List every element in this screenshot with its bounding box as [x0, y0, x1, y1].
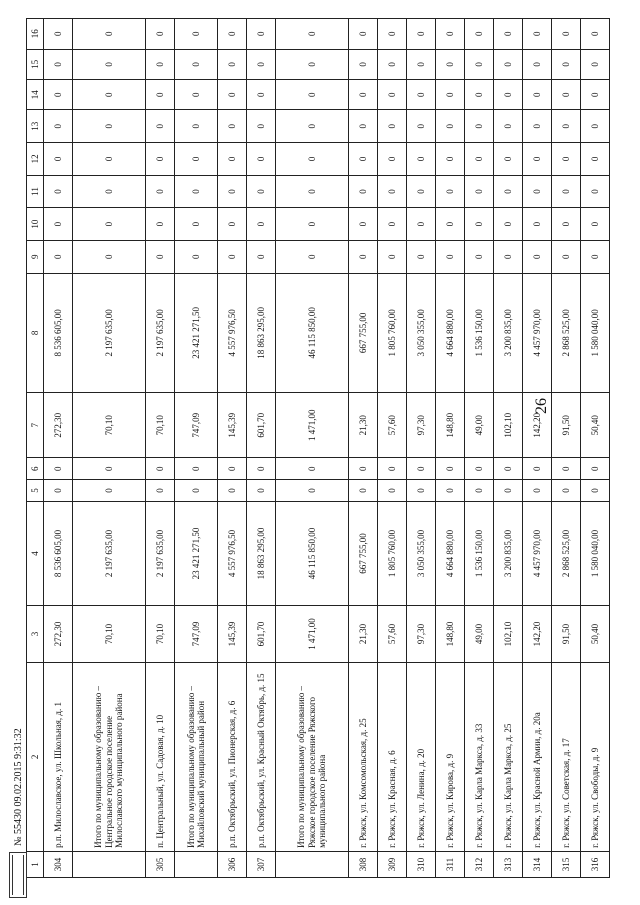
value-cell: 0 [218, 458, 247, 480]
column-header: 6 [27, 458, 44, 480]
row-number [175, 851, 218, 877]
value-cell: 0 [146, 143, 175, 176]
value-cell: 0 [523, 175, 552, 208]
area-cell: 747,09 [175, 606, 218, 663]
value-cell: 0 [175, 143, 218, 176]
area-cell: 272,30 [44, 606, 73, 663]
cost-cell: 2 197 635,00 [146, 501, 175, 605]
address-cell: Итого по муниципальному образованию – Ряжское городское поселение Ряжского муниципального района [276, 662, 349, 851]
table-row [276, 19, 349, 878]
value-cell: 0 [581, 480, 610, 502]
cost-cell: 2 197 635,00 [73, 273, 146, 393]
column-header: 13 [27, 110, 44, 143]
cost-cell: 3 050 355,00 [407, 501, 436, 605]
table-row [349, 19, 378, 878]
value-cell: 0 [349, 19, 378, 50]
value-cell: 0 [349, 175, 378, 208]
header-row [27, 19, 44, 878]
address-cell: г. Ряжск, ул. Свободы, д. 9 [581, 662, 610, 851]
value-cell: 0 [523, 143, 552, 176]
value-cell: 0 [175, 458, 218, 480]
value-cell: 0 [349, 80, 378, 110]
value-cell: 0 [175, 49, 218, 79]
row-number [73, 851, 146, 877]
value-cell: 0 [349, 143, 378, 176]
value-cell: 0 [73, 208, 146, 241]
row-number: 304 [44, 851, 73, 877]
registration-stamp: № 55430 09.02.2015 9:31:32 [12, 728, 24, 846]
value-cell: 0 [494, 49, 523, 79]
cost-cell: 4 557 976,50 [218, 501, 247, 605]
value-cell: 0 [175, 240, 218, 273]
address-cell: Итого по муниципальному образованию – Центральное городское поселение Милославского муниципального района [73, 662, 146, 851]
value-cell: 0 [146, 175, 175, 208]
row-number: 315 [552, 851, 581, 877]
value-cell: 0 [218, 80, 247, 110]
value-cell: 0 [436, 175, 465, 208]
value-cell: 0 [378, 49, 407, 79]
cost-cell: 8 536 605,00 [44, 501, 73, 605]
area-cell: 145,39 [218, 606, 247, 663]
value-cell: 0 [407, 19, 436, 50]
row-number: 314 [523, 851, 552, 877]
value-cell: 0 [581, 80, 610, 110]
value-cell: 0 [436, 480, 465, 502]
value-cell: 0 [349, 49, 378, 79]
cost-cell: 1 580 040,00 [581, 273, 610, 393]
value-cell: 0 [175, 80, 218, 110]
value-cell: 0 [276, 49, 349, 79]
address-cell: г. Ряжск, ул. Карла Маркса, д. 33 [465, 662, 494, 851]
value-cell: 0 [247, 80, 276, 110]
value-cell: 0 [378, 80, 407, 110]
cost-cell: 2 868 525,00 [552, 273, 581, 393]
value-cell: 0 [494, 458, 523, 480]
value-cell: 0 [407, 208, 436, 241]
value-cell: 0 [247, 208, 276, 241]
address-cell: Итого по муниципальному образованию – Михайловский муниципальный район [175, 662, 218, 851]
value-cell: 0 [44, 480, 73, 502]
area-cell: 747,09 [175, 393, 218, 458]
value-cell: 0 [436, 208, 465, 241]
area-cell: 70,10 [146, 393, 175, 458]
address-cell: г. Ряжск, ул. Красной Армии, д. 20а [523, 662, 552, 851]
value-cell: 0 [494, 110, 523, 143]
address-cell: г. Ряжск, ул. Ленина, д. 20 [407, 662, 436, 851]
cost-cell: 18 863 295,00 [247, 501, 276, 605]
value-cell: 0 [465, 19, 494, 50]
value-cell: 0 [218, 208, 247, 241]
cost-cell: 4 457 970,00 [523, 273, 552, 393]
value-cell: 0 [349, 480, 378, 502]
value-cell: 0 [73, 240, 146, 273]
row-number: 312 [465, 851, 494, 877]
cost-cell: 4 664 880,00 [436, 273, 465, 393]
cost-cell: 2 197 635,00 [146, 273, 175, 393]
address-cell: г. Ряжск, ул. Советская, д. 17 [552, 662, 581, 851]
value-cell: 0 [276, 143, 349, 176]
cost-cell: 18 863 295,00 [247, 273, 276, 393]
value-cell: 0 [175, 110, 218, 143]
area-cell: 21,30 [349, 393, 378, 458]
cost-cell: 667 755,00 [349, 273, 378, 393]
value-cell: 0 [276, 175, 349, 208]
value-cell: 0 [552, 458, 581, 480]
column-header: 2 [27, 662, 44, 851]
area-cell: 142,20 [523, 606, 552, 663]
cost-cell: 1 805 760,00 [378, 273, 407, 393]
row-number: 308 [349, 851, 378, 877]
row-number: 311 [436, 851, 465, 877]
value-cell: 0 [378, 19, 407, 50]
value-cell: 0 [407, 143, 436, 176]
area-cell: 145,39 [218, 393, 247, 458]
value-cell: 0 [581, 110, 610, 143]
table-row [407, 19, 436, 878]
value-cell: 0 [378, 480, 407, 502]
column-header: 10 [27, 208, 44, 241]
value-cell: 0 [407, 175, 436, 208]
cost-cell: 3 050 355,00 [407, 273, 436, 393]
value-cell: 0 [523, 49, 552, 79]
value-cell: 0 [581, 49, 610, 79]
value-cell: 0 [146, 208, 175, 241]
value-cell: 0 [523, 80, 552, 110]
value-cell: 0 [146, 49, 175, 79]
value-cell: 0 [378, 143, 407, 176]
column-header: 16 [27, 19, 44, 50]
value-cell: 0 [218, 49, 247, 79]
area-cell: 148,80 [436, 606, 465, 663]
table-row [175, 19, 218, 878]
column-header: 11 [27, 175, 44, 208]
area-cell: 1 471,00 [276, 606, 349, 663]
value-cell: 0 [494, 175, 523, 208]
value-cell: 0 [146, 240, 175, 273]
column-header: 7 [27, 393, 44, 458]
value-cell: 0 [465, 175, 494, 208]
area-cell: 102,10 [494, 606, 523, 663]
cost-cell: 667 755,00 [349, 501, 378, 605]
value-cell: 0 [436, 240, 465, 273]
value-cell: 0 [552, 175, 581, 208]
area-cell: 49,00 [465, 606, 494, 663]
area-cell: 97,30 [407, 606, 436, 663]
cost-cell: 2 868 525,00 [552, 501, 581, 605]
value-cell: 0 [247, 175, 276, 208]
value-cell: 0 [146, 110, 175, 143]
value-cell: 0 [73, 19, 146, 50]
cost-cell: 3 200 835,00 [494, 273, 523, 393]
value-cell: 0 [552, 143, 581, 176]
value-cell: 0 [44, 110, 73, 143]
address-cell: р.п. Октябрьский, ул. Красный Октябрь, д. 15 [247, 662, 276, 851]
value-cell: 0 [175, 208, 218, 241]
cost-cell: 8 536 605,00 [44, 273, 73, 393]
value-cell: 0 [175, 175, 218, 208]
table-row [146, 19, 175, 878]
value-cell: 0 [218, 143, 247, 176]
value-cell: 0 [465, 49, 494, 79]
value-cell: 0 [465, 458, 494, 480]
value-cell: 0 [276, 208, 349, 241]
area-cell: 70,10 [73, 606, 146, 663]
table-row [465, 19, 494, 878]
value-cell: 0 [276, 80, 349, 110]
cost-cell: 1 805 760,00 [378, 501, 407, 605]
value-cell: 0 [494, 143, 523, 176]
value-cell: 0 [465, 110, 494, 143]
address-cell: г. Ряжск, ул. Комсомольская, д. 25 [349, 662, 378, 851]
cost-cell: 46 115 850,00 [276, 501, 349, 605]
address-cell: р.п. Милославское, ул. Школьная, д. 1 [44, 662, 73, 851]
value-cell: 0 [465, 208, 494, 241]
value-cell: 0 [436, 143, 465, 176]
value-cell: 0 [276, 480, 349, 502]
value-cell: 0 [44, 458, 73, 480]
registry-logo [9, 852, 27, 898]
value-cell: 0 [276, 240, 349, 273]
column-header: 15 [27, 49, 44, 79]
value-cell: 0 [552, 208, 581, 241]
area-cell: 142,20 [523, 393, 552, 458]
value-cell: 0 [146, 19, 175, 50]
value-cell: 0 [218, 240, 247, 273]
value-cell: 0 [44, 19, 73, 50]
value-cell: 0 [44, 49, 73, 79]
table-row [247, 19, 276, 878]
row-number [276, 851, 349, 877]
data-table [26, 18, 610, 878]
value-cell: 0 [175, 480, 218, 502]
value-cell: 0 [349, 240, 378, 273]
value-cell: 0 [276, 19, 349, 50]
cost-cell: 23 421 271,50 [175, 501, 218, 605]
value-cell: 0 [494, 208, 523, 241]
row-number: 307 [247, 851, 276, 877]
value-cell: 0 [73, 175, 146, 208]
table-row [436, 19, 465, 878]
value-cell: 0 [581, 208, 610, 241]
value-cell: 0 [581, 240, 610, 273]
value-cell: 0 [247, 458, 276, 480]
value-cell: 0 [581, 175, 610, 208]
value-cell: 0 [552, 49, 581, 79]
cost-cell: 4 557 976,50 [218, 273, 247, 393]
value-cell: 0 [581, 143, 610, 176]
area-cell: 50,40 [581, 393, 610, 458]
area-cell: 601,70 [247, 393, 276, 458]
cost-cell: 1 536 150,00 [465, 501, 494, 605]
value-cell: 0 [73, 458, 146, 480]
address-cell: г. Ряжск, ул. Красная, д. 6 [378, 662, 407, 851]
value-cell: 0 [436, 49, 465, 79]
value-cell: 0 [44, 240, 73, 273]
value-cell: 0 [523, 208, 552, 241]
value-cell: 0 [276, 110, 349, 143]
address-cell: п. Центральный, ул. Садовая, д. 10 [146, 662, 175, 851]
table-container [26, 18, 600, 878]
area-cell: 148,80 [436, 393, 465, 458]
value-cell: 0 [407, 240, 436, 273]
area-cell: 102,10 [494, 393, 523, 458]
row-number: 305 [146, 851, 175, 877]
area-cell: 57,60 [378, 393, 407, 458]
value-cell: 0 [378, 458, 407, 480]
area-cell: 49,00 [465, 393, 494, 458]
value-cell: 0 [218, 480, 247, 502]
value-cell: 0 [73, 110, 146, 143]
cost-cell: 3 200 835,00 [494, 501, 523, 605]
value-cell: 0 [465, 240, 494, 273]
value-cell: 0 [523, 458, 552, 480]
value-cell: 0 [407, 480, 436, 502]
value-cell: 0 [44, 175, 73, 208]
value-cell: 0 [523, 480, 552, 502]
row-number: 309 [378, 851, 407, 877]
page-number: 26 [533, 398, 550, 414]
value-cell: 0 [494, 480, 523, 502]
area-cell: 1 471,00 [276, 393, 349, 458]
column-header: 5 [27, 480, 44, 502]
area-cell: 601,70 [247, 606, 276, 663]
value-cell: 0 [436, 19, 465, 50]
value-cell: 0 [552, 80, 581, 110]
cost-cell: 46 115 850,00 [276, 273, 349, 393]
area-cell: 50,40 [581, 606, 610, 663]
value-cell: 0 [73, 143, 146, 176]
value-cell: 0 [407, 458, 436, 480]
row-number: 310 [407, 851, 436, 877]
cost-cell: 1 580 040,00 [581, 501, 610, 605]
area-cell: 91,50 [552, 393, 581, 458]
value-cell: 0 [552, 480, 581, 502]
value-cell: 0 [494, 240, 523, 273]
value-cell: 0 [73, 480, 146, 502]
cost-cell: 4 664 880,00 [436, 501, 465, 605]
table-row [581, 19, 610, 878]
value-cell: 0 [436, 80, 465, 110]
value-cell: 0 [552, 240, 581, 273]
column-header: 3 [27, 606, 44, 663]
value-cell: 0 [436, 458, 465, 480]
value-cell: 0 [407, 110, 436, 143]
value-cell: 0 [523, 110, 552, 143]
value-cell: 0 [73, 49, 146, 79]
value-cell: 0 [552, 110, 581, 143]
value-cell: 0 [218, 19, 247, 50]
value-cell: 0 [247, 240, 276, 273]
value-cell: 0 [146, 458, 175, 480]
address-cell: р.п. Октябрьский, ул. Пионерская, д. 6 [218, 662, 247, 851]
column-header: 12 [27, 143, 44, 176]
value-cell: 0 [436, 110, 465, 143]
footer [8, 688, 28, 898]
column-header: 9 [27, 240, 44, 273]
address-cell: г. Ряжск, ул. Кирова, д. 9 [436, 662, 465, 851]
table-row [44, 19, 73, 878]
value-cell: 0 [44, 80, 73, 110]
value-cell: 0 [175, 19, 218, 50]
table-row [218, 19, 247, 878]
column-header: 1 [27, 851, 44, 877]
cost-cell: 4 457 970,00 [523, 501, 552, 605]
area-cell: 272,30 [44, 393, 73, 458]
value-cell: 0 [494, 19, 523, 50]
table-row [378, 19, 407, 878]
value-cell: 0 [247, 143, 276, 176]
row-number: 313 [494, 851, 523, 877]
value-cell: 0 [73, 80, 146, 110]
table-row [494, 19, 523, 878]
table-row [73, 19, 146, 878]
value-cell: 0 [378, 208, 407, 241]
value-cell: 0 [247, 19, 276, 50]
value-cell: 0 [44, 143, 73, 176]
cost-cell: 1 536 150,00 [465, 273, 494, 393]
area-cell: 97,30 [407, 393, 436, 458]
value-cell: 0 [378, 175, 407, 208]
column-header: 14 [27, 80, 44, 110]
value-cell: 0 [407, 49, 436, 79]
value-cell: 0 [581, 19, 610, 50]
cost-cell: 23 421 271,50 [175, 273, 218, 393]
value-cell: 0 [581, 458, 610, 480]
column-header: 8 [27, 273, 44, 393]
value-cell: 0 [349, 110, 378, 143]
cost-cell: 2 197 635,00 [73, 501, 146, 605]
value-cell: 0 [523, 240, 552, 273]
value-cell: 0 [465, 143, 494, 176]
value-cell: 0 [349, 208, 378, 241]
value-cell: 0 [146, 80, 175, 110]
value-cell: 0 [378, 240, 407, 273]
area-cell: 57,60 [378, 606, 407, 663]
value-cell: 0 [247, 480, 276, 502]
value-cell: 0 [465, 480, 494, 502]
value-cell: 0 [552, 19, 581, 50]
column-header: 4 [27, 501, 44, 605]
address-cell: г. Ряжск, ул. Карла Маркса, д. 25 [494, 662, 523, 851]
area-cell: 70,10 [146, 606, 175, 663]
value-cell: 0 [218, 175, 247, 208]
row-number: 306 [218, 851, 247, 877]
table-body [44, 19, 610, 878]
area-cell: 70,10 [73, 393, 146, 458]
value-cell: 0 [146, 480, 175, 502]
value-cell: 0 [378, 110, 407, 143]
area-cell: 21,30 [349, 606, 378, 663]
value-cell: 0 [247, 110, 276, 143]
value-cell: 0 [523, 19, 552, 50]
value-cell: 0 [276, 458, 349, 480]
area-cell: 91,50 [552, 606, 581, 663]
value-cell: 0 [494, 80, 523, 110]
value-cell: 0 [407, 80, 436, 110]
value-cell: 0 [218, 110, 247, 143]
value-cell: 0 [465, 80, 494, 110]
value-cell: 0 [44, 208, 73, 241]
table-row [523, 19, 552, 878]
table-row [552, 19, 581, 878]
row-number: 316 [581, 851, 610, 877]
value-cell: 0 [247, 49, 276, 79]
value-cell: 0 [349, 458, 378, 480]
